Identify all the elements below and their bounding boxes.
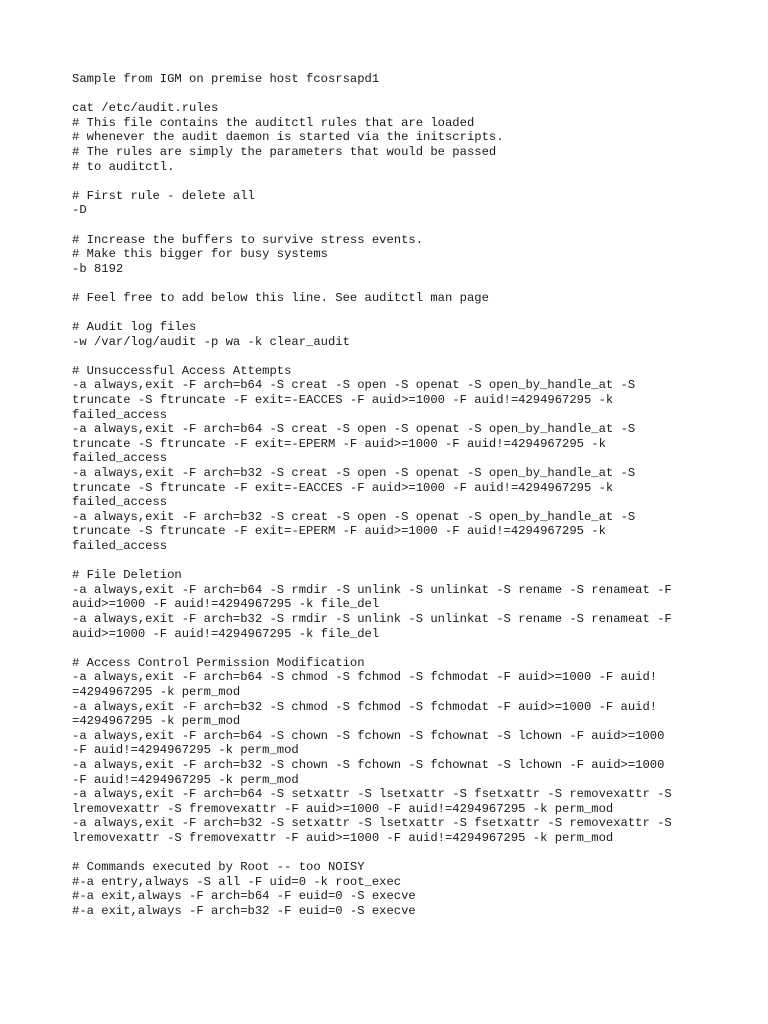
text-line: truncate -S ftruncate -F exit=-EPERM -F auid>=1000 -F auid!=4294967295 -k [72,436,606,451]
comment-line: # Access Control Permission Modification [72,655,365,670]
text-line: auid>=1000 -F auid!=4294967295 -k file_del [72,626,380,641]
text-line: failed_access [72,407,168,422]
rule-line: -a always,exit -F arch=b64 -S creat -S open -S openat -S open_by_handle_at -S [72,422,636,437]
rule-line: -a always,exit -F arch=b64 -S rmdir -S unlink -S unlinkat -S rename -S renameat -F [72,582,672,597]
rule-line: -a always,exit -F arch=b32 -S chmod -S fchmod -S fchmodat -F auid>=1000 -F auid! [72,699,658,714]
text-line: lremovexattr -S fremovexattr -F auid>=1000 -F auid!=4294967295 -k perm_mod [72,830,614,845]
blank-line [72,276,712,291]
rule-line: -D [72,203,87,218]
rule-line: -a always,exit -F arch=b32 -S chown -S fchown -S fchownat -S lchown -F auid>=1000 [72,757,665,772]
text-line: =4294967295 -k perm_mod [72,684,241,699]
rule-line: -a always,exit -F arch=b64 -S setxattr -S lsetxattr -S fsetxattr -S removexattr -S [72,787,672,802]
rule-line: -b 8192 [72,261,124,276]
comment-line: # whenever the audit daemon is started via the initscripts. [72,130,504,145]
text-line: failed_access [72,451,168,466]
rule-line: -F auid!=4294967295 -k perm_mod [72,772,299,787]
text-line: cat /etc/audit.rules [72,101,219,116]
comment-line: # Make this bigger for busy systems [72,247,328,262]
rule-line: -a always,exit -F arch=b64 -S chown -S fchown -S fchownat -S lchown -F auid>=1000 [72,728,665,743]
comment-line: # to auditctl. [72,159,175,174]
rule-line: -a always,exit -F arch=b32 -S creat -S open -S openat -S open_by_handle_at -S [72,466,636,481]
comment-line: # First rule - delete all [72,188,255,203]
text-line: truncate -S ftruncate -F exit=-EACCES -F auid>=1000 -F auid!=4294967295 -k [72,480,614,495]
blank-line [72,554,712,569]
comment-line: # Feel free to add below this line. See auditctl man page [72,290,489,305]
audit-rules-text [72,72,712,918]
blank-line [72,87,712,102]
text-line: lremovexattr -S fremovexattr -F auid>=1000 -F auid!=4294967295 -k perm_mod [72,801,614,816]
comment-line: #-a exit,always -F arch=b32 -F euid=0 -S execve [72,903,416,918]
text-line: Sample from IGM on premise host fcosrsapd1 [72,72,380,86]
comment-line: # File Deletion [72,568,182,583]
comment-line: # This file contains the auditctl rules that are loaded [72,115,475,130]
rule-line: -a always,exit -F arch=b32 -S creat -S open -S openat -S open_by_handle_at -S [72,509,636,524]
text-line: auid>=1000 -F auid!=4294967295 -k file_del [72,597,380,612]
blank-line [72,218,712,233]
comment-line: # The rules are simply the parameters that would be passed [72,144,497,159]
text-line: truncate -S ftruncate -F exit=-EACCES -F auid>=1000 -F auid!=4294967295 -k [72,393,614,408]
comment-line: #-a entry,always -S all -F uid=0 -k root_exec [72,874,402,889]
rule-line: -a always,exit -F arch=b32 -S setxattr -S lsetxattr -S fsetxattr -S removexattr -S [72,816,672,831]
blank-line [72,641,712,656]
rule-line: -a always,exit -F arch=b64 -S chmod -S fchmod -S fchmodat -F auid>=1000 -F auid! [72,670,658,685]
text-line: truncate -S ftruncate -F exit=-EPERM -F auid>=1000 -F auid!=4294967295 -k [72,524,606,539]
blank-line [72,174,712,189]
rule-line: -a always,exit -F arch=b64 -S creat -S open -S openat -S open_by_handle_at -S [72,378,636,393]
blank-line [72,306,712,321]
rule-line: -F auid!=4294967295 -k perm_mod [72,743,299,758]
text-line: failed_access [72,539,168,553]
comment-line: # Increase the buffers to survive stress events. [72,232,424,247]
comment-line: #-a exit,always -F arch=b64 -F euid=0 -S execve [72,889,416,904]
comment-line: # Commands executed by Root -- too NOISY [72,860,365,875]
comment-line: # Unsuccessful Access Attempts [72,363,292,378]
rule-line: -w /var/log/audit -p wa -k clear_audit [72,334,350,349]
text-line: failed_access [72,495,168,510]
comment-line: # Audit log files [72,320,197,335]
rule-line: -a always,exit -F arch=b32 -S rmdir -S unlink -S unlinkat -S rename -S renameat -F [72,611,672,626]
text-line: =4294967295 -k perm_mod [72,714,241,729]
blank-line [72,349,712,364]
blank-line [72,845,712,860]
